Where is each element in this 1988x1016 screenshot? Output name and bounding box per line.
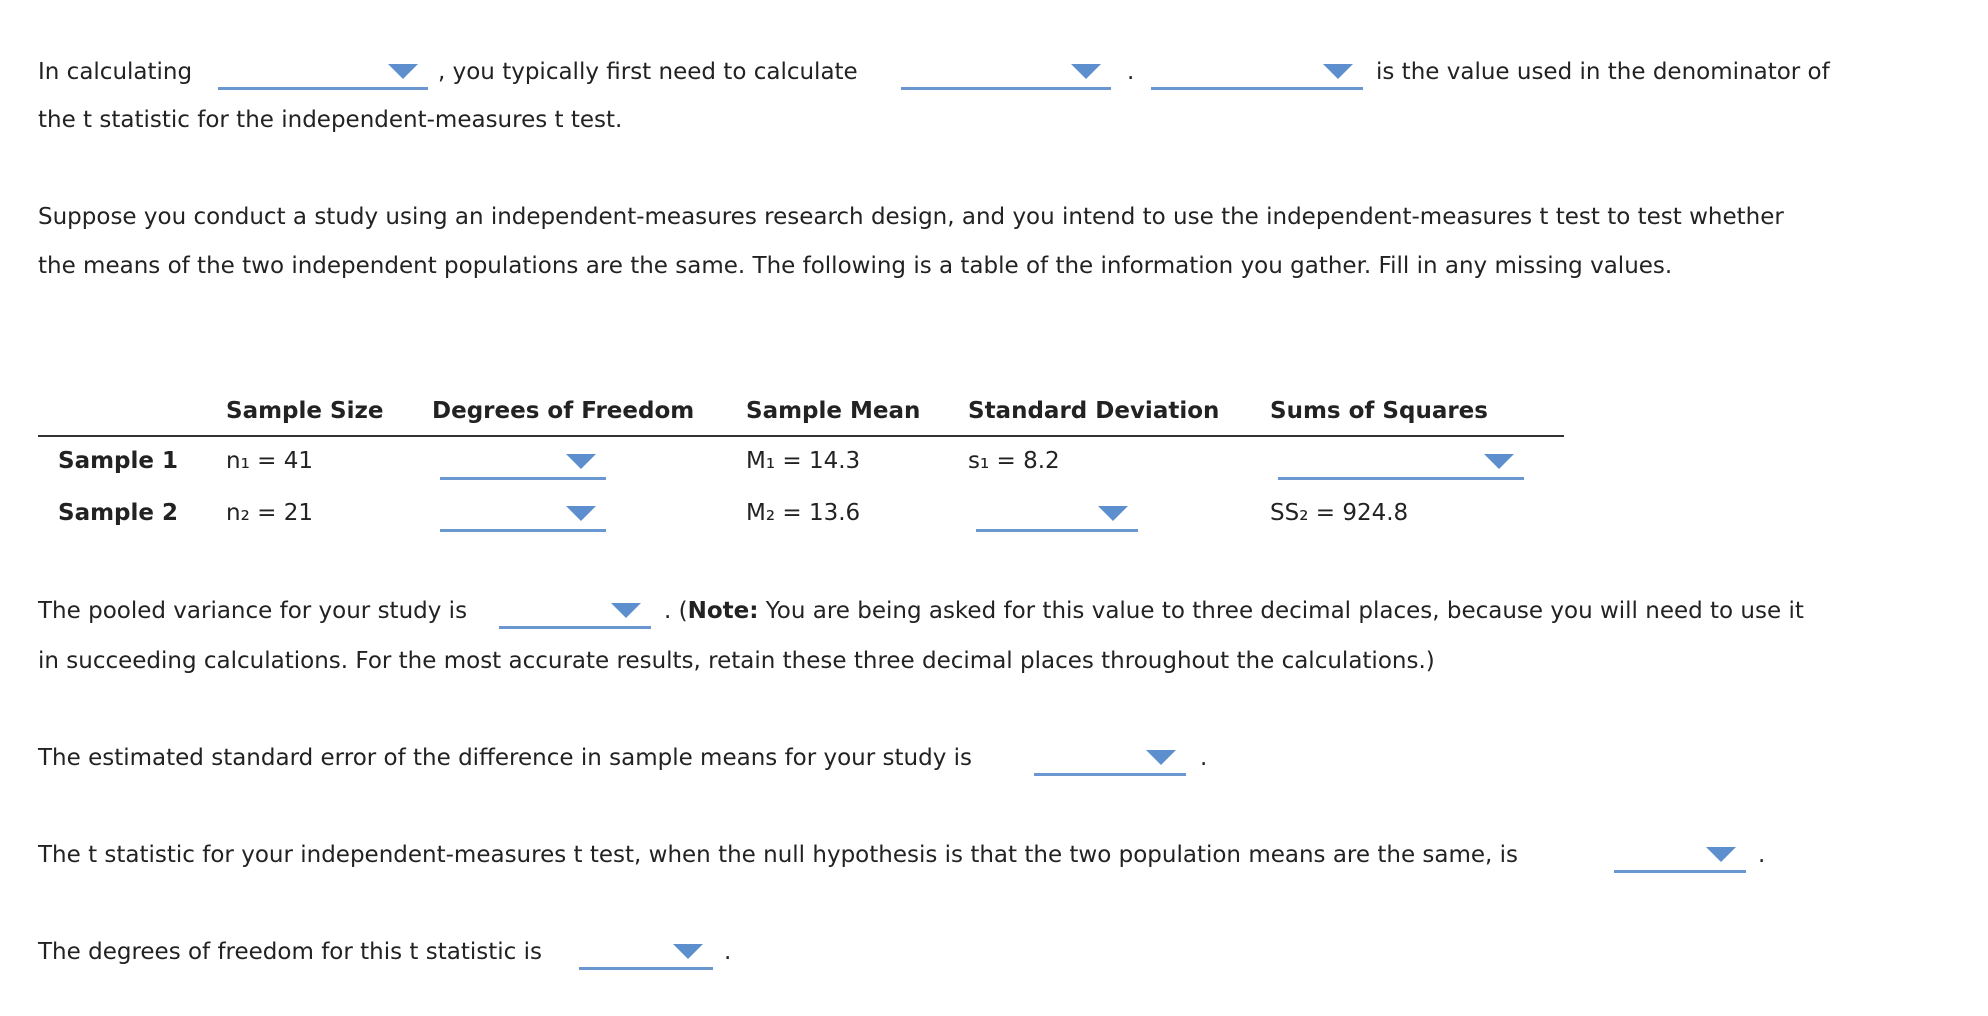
pooled-note-line — [664, 596, 1804, 626]
header-sums-of-squares: Sums of Squares — [1270, 398, 1488, 424]
denominator-dropdown[interactable] — [1151, 54, 1363, 90]
chevron-down-icon — [611, 603, 641, 618]
chevron-down-icon — [1071, 64, 1101, 79]
chevron-down-icon — [1098, 506, 1128, 521]
pooled-text-2: . ( — [664, 598, 688, 624]
scenario-line-1: Suppose you conduct a study using an independent-measures research design, and you intend to use the independent-measures t test to test whether — [38, 204, 1784, 230]
pooled-text-1: The pooled variance for your study is — [38, 598, 468, 624]
intro-text-3: . — [1127, 59, 1135, 85]
sample-2-size: n₂ = 21 — [226, 500, 313, 526]
tstat-text-1: The t statistic for your independent-measures t test, when the null hypothesis is that the two population means are the same, is — [38, 842, 1519, 868]
sample-1-mean: M₁ = 14.3 — [746, 448, 861, 474]
intro-text-4: is the value used in the denominator of — [1376, 59, 1830, 85]
header-degrees-of-freedom: Degrees of Freedom — [432, 398, 695, 424]
tstat-text-2: . — [1758, 842, 1766, 868]
row-label-sample-1: Sample 1 — [58, 448, 179, 474]
sample-1-sd: s₁ = 8.2 — [968, 448, 1060, 474]
header-sample-size: Sample Size — [226, 398, 384, 424]
chevron-down-icon — [566, 454, 596, 469]
table-header-divider — [38, 435, 1564, 437]
calc-target-dropdown[interactable] — [218, 54, 428, 90]
pooled-line-2: in succeeding calculations. For the most accurate results, retain these three decimal places throughout the calculations.) — [38, 648, 1435, 674]
chevron-down-icon — [388, 64, 418, 79]
chevron-down-icon — [1484, 454, 1514, 469]
t-statistic-dropdown[interactable] — [1614, 837, 1746, 873]
pooled-variance-dropdown[interactable] — [499, 593, 651, 629]
intro-text-2: , you typically first need to calculate — [438, 59, 858, 85]
pooled-text-3: You are being asked for this value to three decimal places, because you will need to use it — [758, 598, 1804, 624]
row-label-sample-2: Sample 2 — [58, 500, 179, 526]
chevron-down-icon — [1323, 64, 1353, 79]
stderr-text-2: . — [1200, 745, 1208, 771]
sample-2-ss: SS₂ = 924.8 — [1270, 500, 1409, 526]
chevron-down-icon — [566, 506, 596, 521]
dof-text-1: The degrees of freedom for this t statistic is — [38, 939, 542, 965]
t-degrees-of-freedom-dropdown[interactable] — [579, 934, 713, 970]
intro-text-5: the t statistic for the independent-measures t test. — [38, 107, 623, 133]
standard-error-dropdown[interactable] — [1034, 740, 1186, 776]
chevron-down-icon — [673, 944, 703, 959]
header-sample-mean: Sample Mean — [746, 398, 921, 424]
sample-2-sd-dropdown[interactable] — [976, 496, 1138, 532]
sample-2-df-dropdown[interactable] — [440, 496, 606, 532]
scenario-line-2: the means of the two independent populations are the same. The following is a table of the information you gather. Fill in any missing values. — [38, 253, 1673, 279]
chevron-down-icon — [1706, 847, 1736, 862]
header-standard-deviation: Standard Deviation — [968, 398, 1220, 424]
sample-1-size: n₁ = 41 — [226, 448, 313, 474]
note-label: Note: — [687, 598, 759, 624]
sample-1-ss-dropdown[interactable] — [1278, 444, 1524, 480]
stderr-text-1: The estimated standard error of the difference in sample means for your study is — [38, 745, 973, 771]
sample-2-mean: M₂ = 13.6 — [746, 500, 861, 526]
chevron-down-icon — [1146, 750, 1176, 765]
dof-text-2: . — [724, 939, 732, 965]
sample-1-df-dropdown[interactable] — [440, 444, 606, 480]
intro-text-1: In calculating — [38, 59, 193, 85]
first-calc-dropdown[interactable] — [901, 54, 1111, 90]
